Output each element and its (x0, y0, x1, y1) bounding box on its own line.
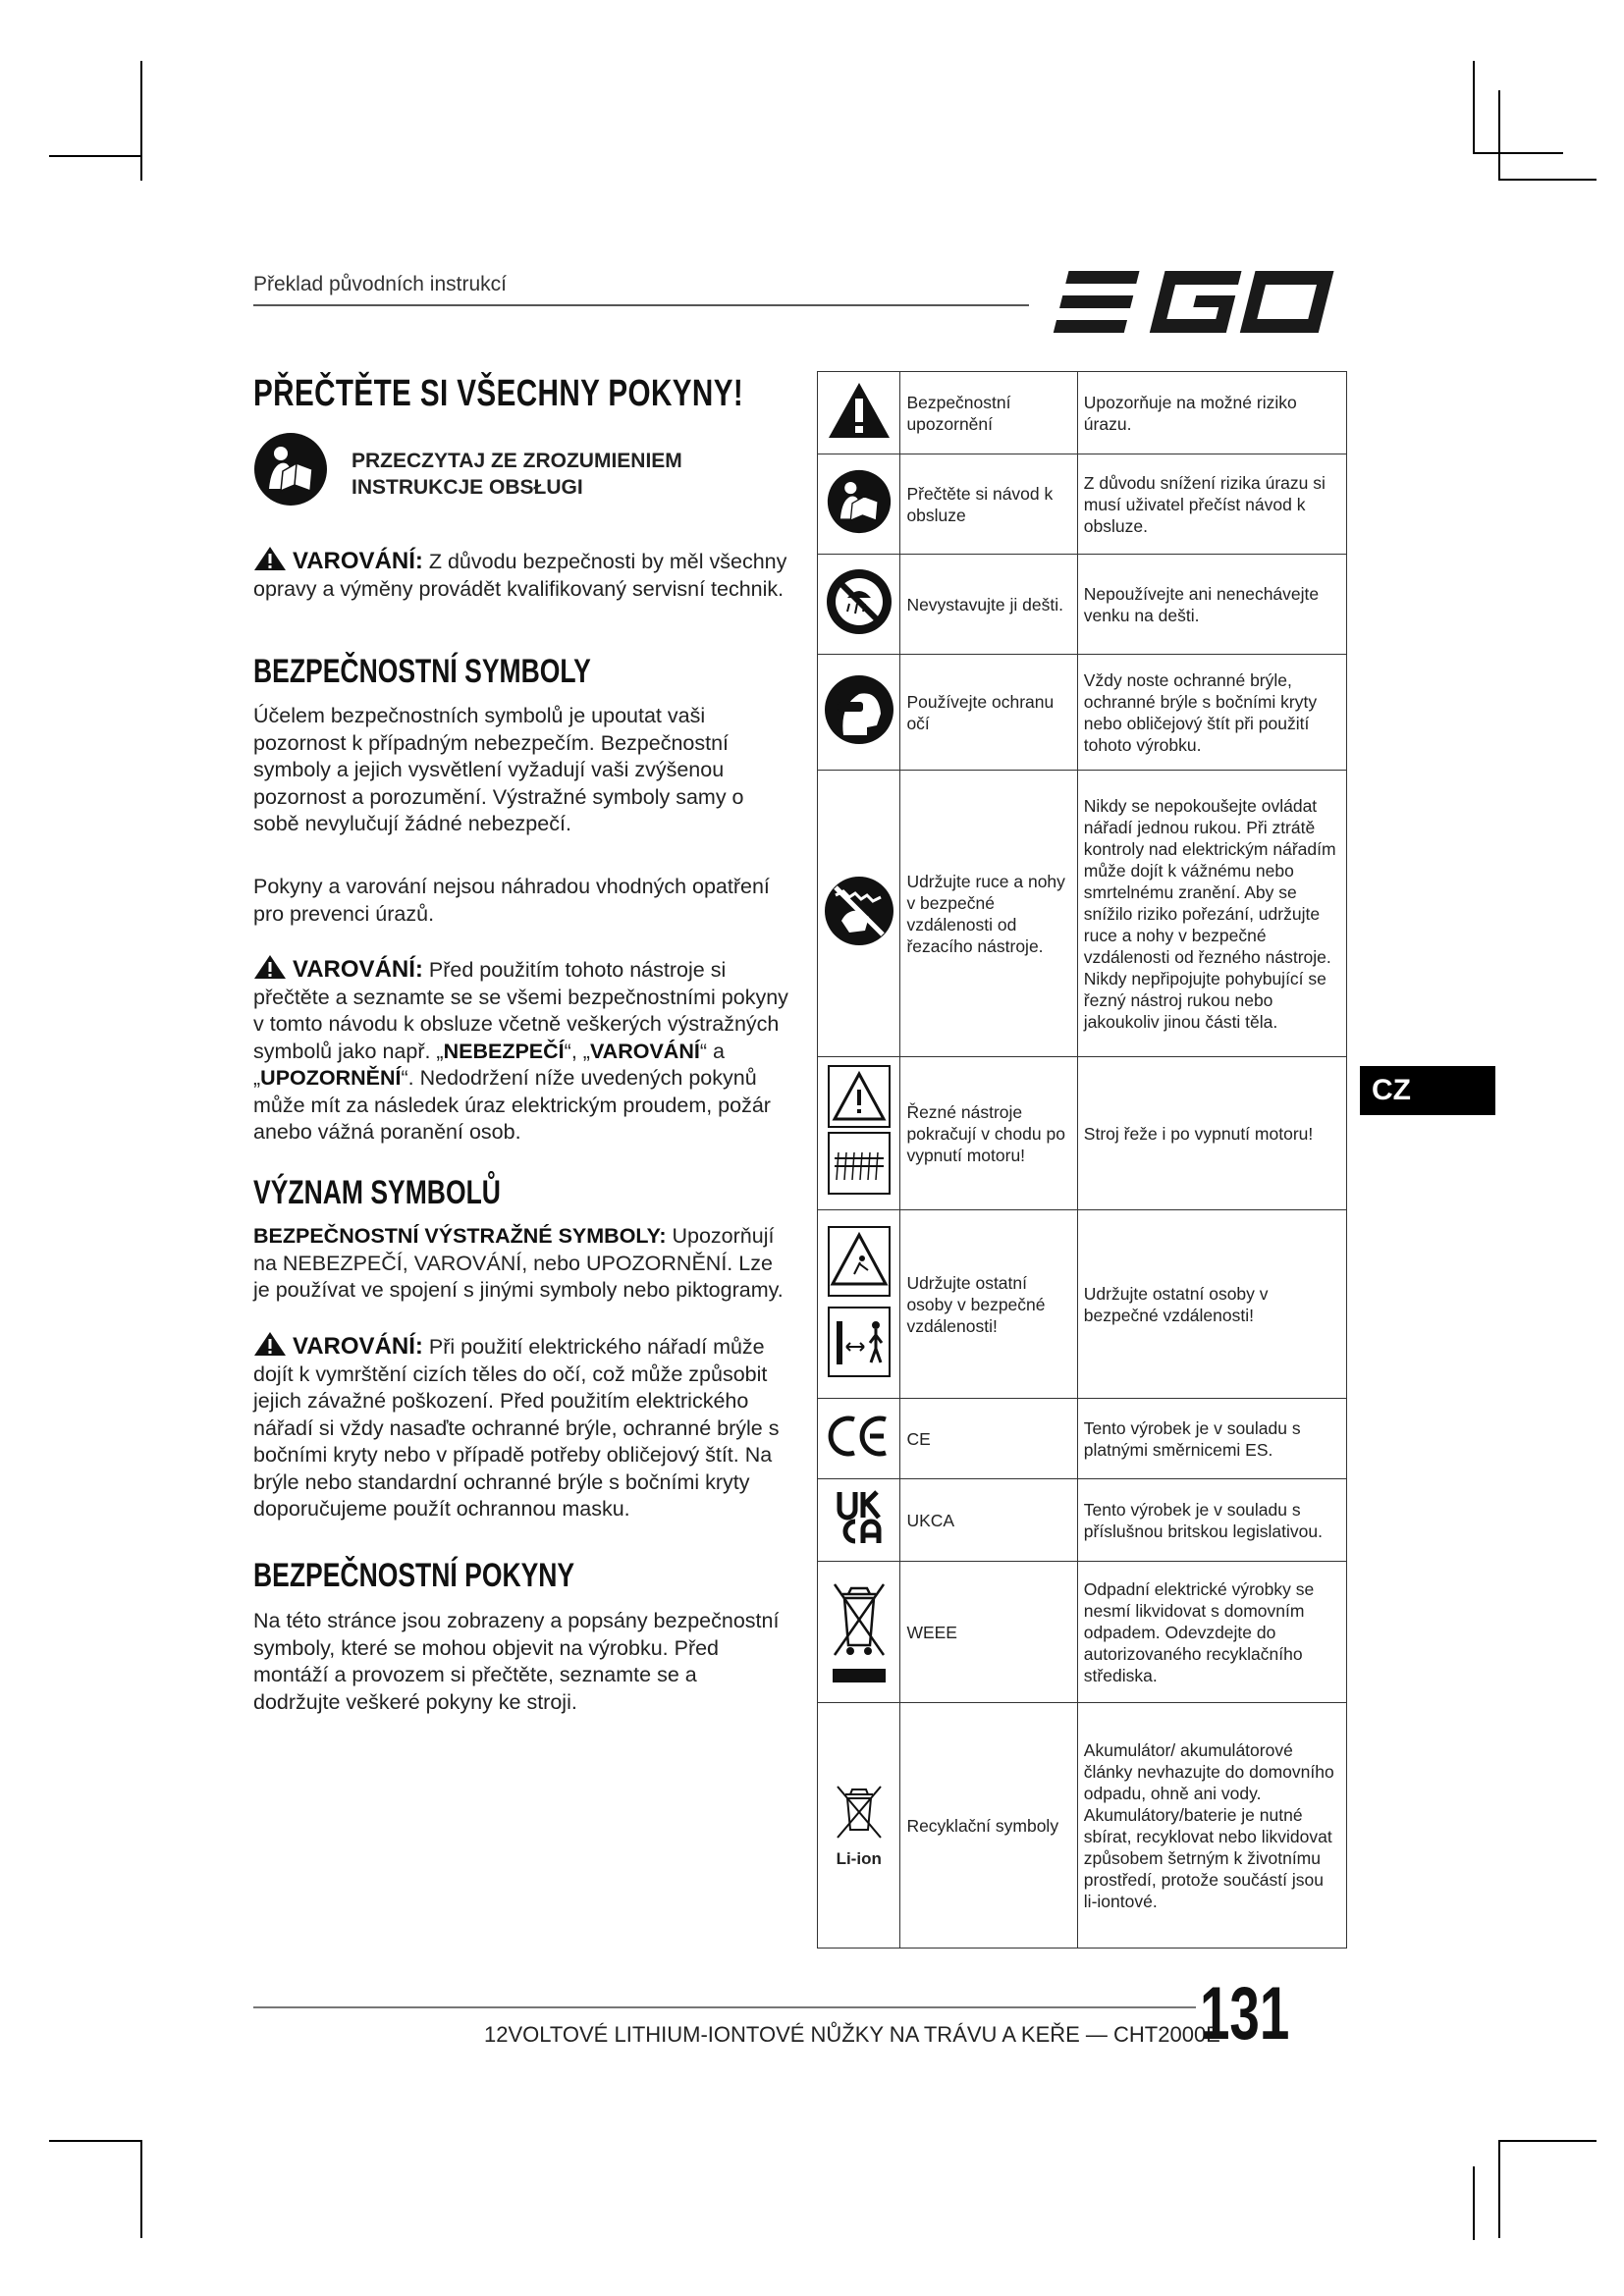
warning-text: Z důvodu bezpečnosti by měl všechny opravy a výměny provádět kvalifikovaný servisní technik. (253, 550, 787, 601)
read-manual-icon (253, 432, 328, 507)
table-row (818, 1057, 1347, 1210)
read-manual-icon (827, 469, 892, 534)
symbol-desc: Tento výrobek je v souladu s platnými směrnicemi ES. (1077, 1399, 1346, 1479)
symbol-name: Bezpečnostní upozornění (900, 372, 1077, 454)
icon-cell (818, 1399, 900, 1479)
section2-bold-lead: BEZPEČNOSTNÍ VÝSTRAŽNÉ SYMBOLY: (253, 1224, 667, 1248)
table-row (818, 372, 1347, 454)
language-tab-cz: CZ (1360, 1066, 1495, 1115)
warning-text: Při použití elektrického nářadí může dojít k vymrštění cizích těles do očí, což může způsobit jejich závažné poškození. Před použitím elektrického nářadí si vždy nasaďte ochranné brýle, ochranné brýle s bočními kryty nebo v případě potřeby obličejový štít. Na brýle nebo standardní ochranné brýle s bočními kryty doporučujeme použít ochrannou masku. (253, 1335, 780, 1521)
icon-cell (818, 1562, 900, 1703)
crop-mark (1473, 2166, 1475, 2240)
symbol-name: Používejte ochranu očí (900, 655, 1077, 771)
ce-mark-icon (827, 1414, 892, 1459)
li-ion-recycle-icon (832, 1781, 887, 1842)
section2-paragraph (253, 1223, 788, 1305)
crop-mark (49, 155, 142, 157)
icon-cell (818, 454, 900, 555)
crop-mark (1473, 61, 1475, 154)
weee-bin-icon (827, 1573, 892, 1686)
symbol-name: Nevystavujte ji dešti. (900, 555, 1077, 655)
reading-label-line2: INSTRUKCJE OBSŁUGI (352, 476, 583, 499)
table-row (818, 454, 1347, 555)
footer-product-title: 12VOLTOVÉ LITHIUM-IONTOVÉ NŮŽKY NA TRÁVU A KEŘE — CHT2000E (484, 2022, 1220, 2047)
main-title: PŘEČTĚTE SI VŠECHNY POKYNY! (253, 373, 744, 414)
crop-mark (140, 2140, 142, 2238)
warning-triangle-icon (827, 381, 892, 440)
symbol-name: Řezné nástroje pokračují v chodu po vypnutí motoru! (900, 1057, 1077, 1210)
warning-triangle-icon (253, 954, 287, 980)
section-title-safety-instructions: BEZPEČNOSTNÍ POKYNY (253, 1557, 575, 1594)
crop-mark (1473, 152, 1563, 154)
warning-label: VAROVÁNÍ: (293, 1333, 423, 1360)
symbol-name: CE (900, 1399, 1077, 1479)
ukca-mark-icon (835, 1490, 884, 1545)
table-row (818, 1210, 1347, 1399)
warning-paragraph-2 (253, 954, 788, 1147)
crop-mark (49, 2140, 142, 2142)
symbol-desc: Udržujte ostatní osoby v bezpečné vzdálenosti! (1077, 1210, 1346, 1399)
table-row (818, 771, 1347, 1057)
section3-paragraph: Na této stránce jsou zobrazeny a popsány bezpečnostní symboly, které se mohou objevit na výrobku. Před montáží a provozem si přečtěte, seznamte se a dodržujte veškeré pokyny ke stroji. (253, 1609, 780, 1714)
reading-label (352, 448, 682, 501)
symbol-name: UKCA (900, 1479, 1077, 1562)
warning-text-d: “. Nedodržení níže uvedených pokynů může mít za následek úraz elektrickým proudem, požár anebo vážná poranění osob. (253, 1066, 771, 1144)
symbol-desc: Akumulátor/ akumulátorové články nevhazujte do domovního odpadu, ohně ani vody. Akumulátory/baterie je nutné sbírat, recyklovat nebo likvidovat způsobem šetrným k životnímu prostředí, protože součástí jsou li-iontové. (1077, 1703, 1346, 1949)
icon-cell (818, 372, 900, 454)
icon-cell (818, 1703, 900, 1949)
header-subtitle: Překlad původních instrukcí (253, 273, 507, 295)
symbol-desc: Odpadní elektrické výrobky se nesmí likvidovat s domovním odpadem. Odevzdejte do autorizovaného recyklačního střediska. (1077, 1562, 1346, 1703)
section2-text: Upozorňují na NEBEZPEČÍ, VAROVÁNÍ, nebo UPOZORNĚNÍ. Lze je používat ve spojení s jinými symboly nebo piktogramy. (253, 1224, 784, 1302)
crop-mark (1498, 2140, 1500, 2238)
warning-triangle-icon (253, 1331, 287, 1357)
crop-mark (140, 61, 142, 181)
li-ion-label: Li-ion (836, 1849, 882, 1868)
table-row (818, 1703, 1347, 1949)
crop-mark (1498, 179, 1597, 181)
symbol-desc: Vždy noste ochranné brýle, ochranné brýle s bočními kryty nebo obličejový štít při použití tohoto výrobku. (1077, 655, 1346, 771)
section-title-symbol-meaning: VÝZNAM SYMBOLŮ (253, 1174, 501, 1211)
warning-paragraph-1 (253, 546, 788, 603)
warning-triangle-icon (253, 546, 287, 571)
no-rain-icon (826, 568, 893, 635)
warning-text-b: “, „ (564, 1039, 590, 1063)
warning-text-c: “ a „ (253, 1039, 725, 1090)
footer-rule (253, 2006, 1196, 2008)
table-row (818, 655, 1347, 771)
eye-protection-icon (824, 674, 894, 745)
symbol-name: Udržujte ostatní osoby v bezpečné vzdálenosti! (900, 1210, 1077, 1399)
header-rule (253, 304, 1029, 306)
symbol-desc: Z důvodu snížení rizika úrazu si musí uživatel přečíst návod k obsluze. (1077, 454, 1346, 555)
hands-away-icon (824, 876, 894, 946)
blades-coast-icon (825, 1062, 893, 1200)
page-number: 131 (1200, 1972, 1290, 2056)
section1-paragraph-2: Pokyny a varování nejsou náhradou vhodných opatření pro prevenci úrazů. (253, 875, 770, 926)
icon-cell (818, 1210, 900, 1399)
symbol-desc: Nepoužívejte ani nenechávejte venku na dešti. (1077, 555, 1346, 655)
symbol-name: Udržujte ruce a nohy v bezpečné vzdálenosti od řezacího nástroje. (900, 771, 1077, 1057)
table-row (818, 1479, 1347, 1562)
symbol-name: WEEE (900, 1562, 1077, 1703)
warning-term-warning: VAROVÁNÍ (589, 1039, 700, 1063)
symbol-name: Přečtěte si návod k obsluze (900, 454, 1077, 555)
warning-label: VAROVÁNÍ: (293, 956, 423, 983)
icon-cell (818, 555, 900, 655)
warning-term-danger: NEBEZPEČÍ (443, 1039, 565, 1063)
table-row (818, 555, 1347, 655)
warning-term-caution: UPOZORNĚNÍ (260, 1066, 402, 1090)
safety-symbols-table (817, 371, 1347, 1949)
section1-paragraph-1: Účelem bezpečnostních symbolů je upoutat vaši pozornost k případným nebezpečím. Bezpečnostní symboly a jejich vysvětlení vyžadují vaši zvýšenou pozornost a porozumění. Výstražné symboly samy o sobě nevylučují žádné nebezpečí. (253, 704, 744, 835)
symbol-desc: Stroj řeže i po vypnutí motoru! (1077, 1057, 1346, 1210)
crop-mark (1498, 90, 1500, 181)
table-row (818, 1562, 1347, 1703)
section-title-safety-symbols: BEZPEČNOSTNÍ SYMBOLY (253, 653, 591, 690)
icon-cell (818, 655, 900, 771)
symbol-desc: Nikdy se nepokoušejte ovládat nářadí jednou rukou. Při ztrátě kontroly nad elektrickým nářadím může dojít k vážnému nebo smrtelnému zranění. Aby se snížilo riziko pořezání, udržujte ruce a nohy v bezpečné vzdálenosti od řezného nástroje. Nikdy nepřipojujte pohybující se řezný nástroj rukou nebo jakoukoliv jinou části těla. (1077, 771, 1346, 1057)
icon-cell (818, 1057, 900, 1210)
reading-label-line1: PRZECZYTAJ ZE ZROZUMIENIEM (352, 450, 682, 472)
ego-logo (1049, 265, 1343, 340)
table-row (818, 1399, 1347, 1479)
warning-label: VAROVÁNÍ: (293, 548, 423, 574)
symbol-desc: Upozorňuje na možné riziko úrazu. (1077, 372, 1346, 454)
crop-mark (1498, 2140, 1597, 2142)
keep-bystanders-away-icon (825, 1223, 893, 1380)
icon-cell (818, 771, 900, 1057)
warning-text-a: Před použitím tohoto nástroje si přečtěte a seznamte se se všemi bezpečnostními pokyny v tomto návodu k obsluze včetně veškerých výstražných symbolů jako např. „ (253, 958, 788, 1063)
icon-cell (818, 1479, 900, 1562)
warning-paragraph-3 (253, 1331, 788, 1523)
symbol-name: Recyklační symboly (900, 1703, 1077, 1949)
symbol-desc: Tento výrobek je v souladu s příslušnou britskou legislativou. (1077, 1479, 1346, 1562)
